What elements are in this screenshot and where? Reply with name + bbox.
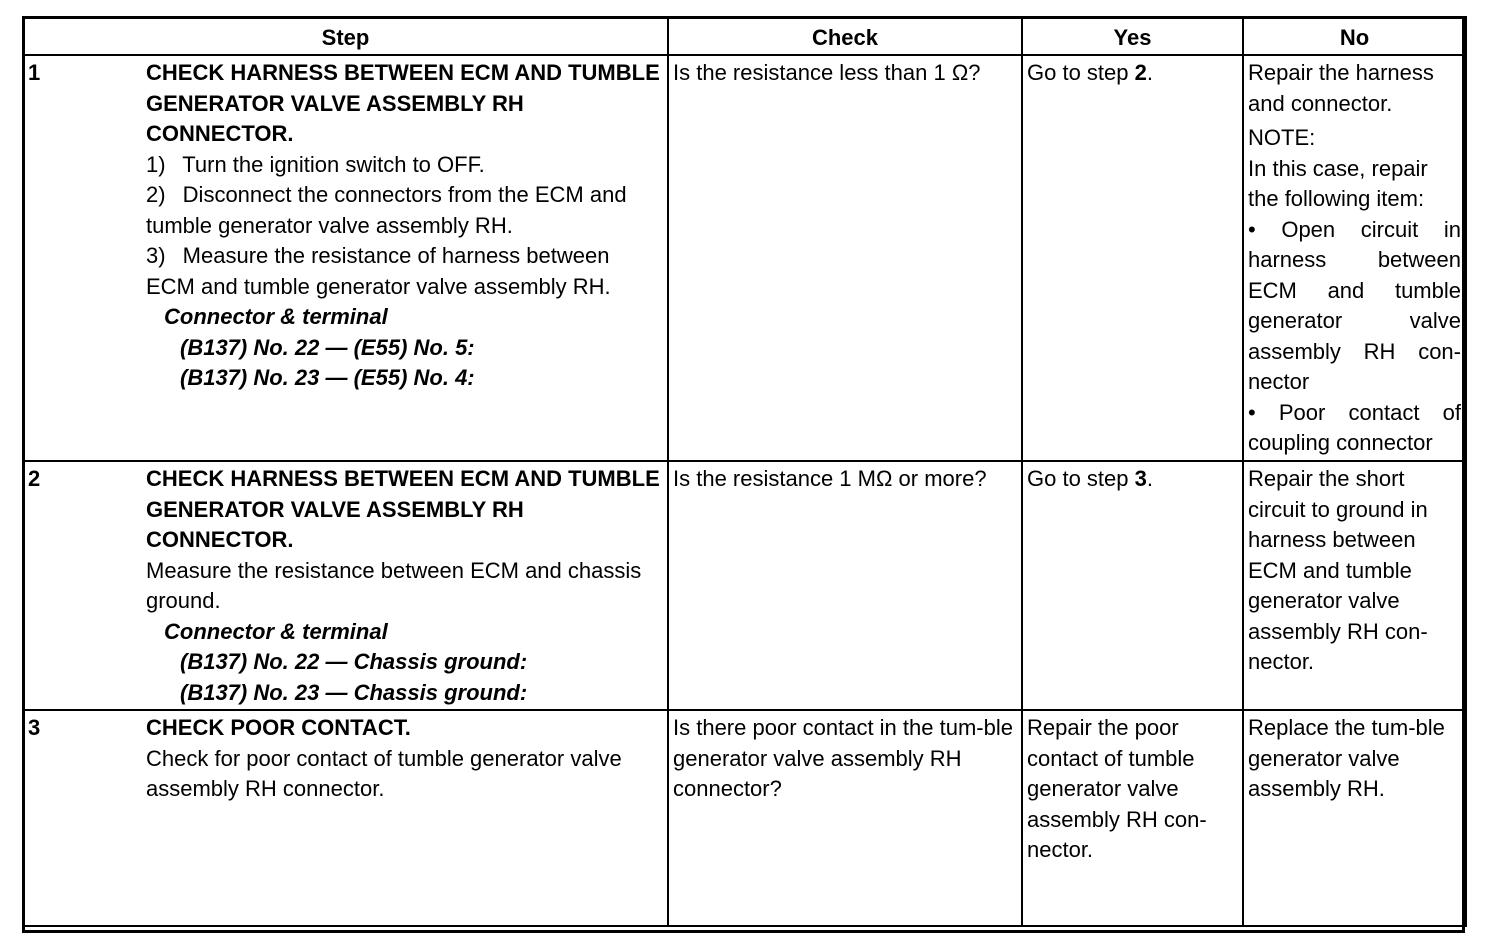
- step-title: CHECK HARNESS BETWEEN ECM AND TUMBLE GENERATOR VALVE ASSEMBLY RH CONNECTOR.: [146, 60, 660, 146]
- step-number: 3: [28, 715, 41, 740]
- no-action: Repair the short circuit to ground in harness between ECM and tumble generator valve assembly RH con-nector.: [1248, 466, 1428, 674]
- step-title: CHECK POOR CONTACT.: [146, 715, 411, 740]
- note-item: • Open circuit in harness between ECM and tumble generator valve assembly RH con-nector: [1248, 216, 1461, 394]
- diagnostic-table: [22, 16, 1467, 927]
- no-cell: [1243, 710, 1466, 926]
- header-no: No: [1243, 17, 1466, 55]
- yes-prefix: Go to step: [1027, 60, 1135, 85]
- yes-action: Repair the poor contact of tumble generator valve assembly RH con-nector.: [1027, 715, 1207, 862]
- yes-prefix: Go to step: [1027, 466, 1135, 491]
- connector-terminal: (B137) No. 23 — Chassis ground:: [180, 679, 528, 705]
- connector-terminal: (B137) No. 23 — (E55) No. 4:: [180, 365, 475, 390]
- yes-suffix: .: [1146, 60, 1153, 85]
- header-yes: Yes: [1022, 17, 1243, 55]
- step-instruction: 3) Measure the resistance of harness between ECM and tumble generator valve assembly RH.: [146, 243, 611, 299]
- yes-suffix: .: [1146, 466, 1153, 491]
- connector-heading: Connector & terminal: [164, 618, 388, 644]
- table-row: [23, 461, 1466, 710]
- check-cell: [668, 710, 1022, 926]
- step-instruction: 1) Turn the ignition switch to OFF.: [146, 151, 485, 177]
- no-cell: [1243, 461, 1466, 710]
- yes-cell: [1022, 710, 1243, 926]
- check-question: Is there poor contact in the tum-ble generator valve assembly RH connector?: [673, 715, 1013, 801]
- no-action: Replace the tum-ble generator valve assembly RH.: [1248, 715, 1445, 801]
- note-label: NOTE:: [1248, 125, 1316, 150]
- yes-step-number: 2: [1134, 60, 1147, 85]
- header-step: Step: [23, 17, 668, 55]
- table-row: [23, 55, 1466, 461]
- no-cell: [1243, 55, 1466, 461]
- header-check: Check: [668, 17, 1022, 55]
- step-number: 1: [28, 60, 41, 85]
- step-description: Measure the resistance between ECM and chassis ground.: [146, 557, 642, 613]
- note-item: • Poor contact of coupling connector: [1248, 399, 1461, 455]
- check-cell: [668, 461, 1022, 710]
- step-number: 2: [28, 466, 41, 491]
- step-title: CHECK HARNESS BETWEEN ECM AND TUMBLE GENERATOR VALVE ASSEMBLY RH CONNECTOR.: [146, 466, 660, 552]
- connector-heading: Connector & terminal: [164, 304, 388, 329]
- step-cell: [23, 710, 668, 926]
- step-cell: [23, 55, 668, 461]
- table-row: [23, 710, 1466, 926]
- no-action: Repair the harness and connector.: [1248, 60, 1434, 116]
- connector-terminal: (B137) No. 22 — (E55) No. 5:: [180, 334, 475, 360]
- connector-terminal: (B137) No. 22 — Chassis ground:: [180, 649, 528, 674]
- yes-cell: [1022, 55, 1243, 461]
- check-cell: [668, 55, 1022, 461]
- note-intro: In this case, repair the following item:: [1248, 155, 1428, 211]
- step-cell: [23, 461, 668, 710]
- step-instruction: 2) Disconnect the connectors from the ECM and tumble generator valve assembly RH.: [146, 182, 627, 238]
- check-question: Is the resistance less than 1 Ω?: [673, 60, 981, 85]
- check-question: Is the resistance 1 MΩ or more?: [673, 466, 987, 491]
- step-description: Check for poor contact of tumble generator valve assembly RH connector.: [146, 745, 622, 801]
- yes-step-number: 3: [1134, 466, 1147, 491]
- header-row: [23, 17, 1466, 55]
- yes-cell: [1022, 461, 1243, 710]
